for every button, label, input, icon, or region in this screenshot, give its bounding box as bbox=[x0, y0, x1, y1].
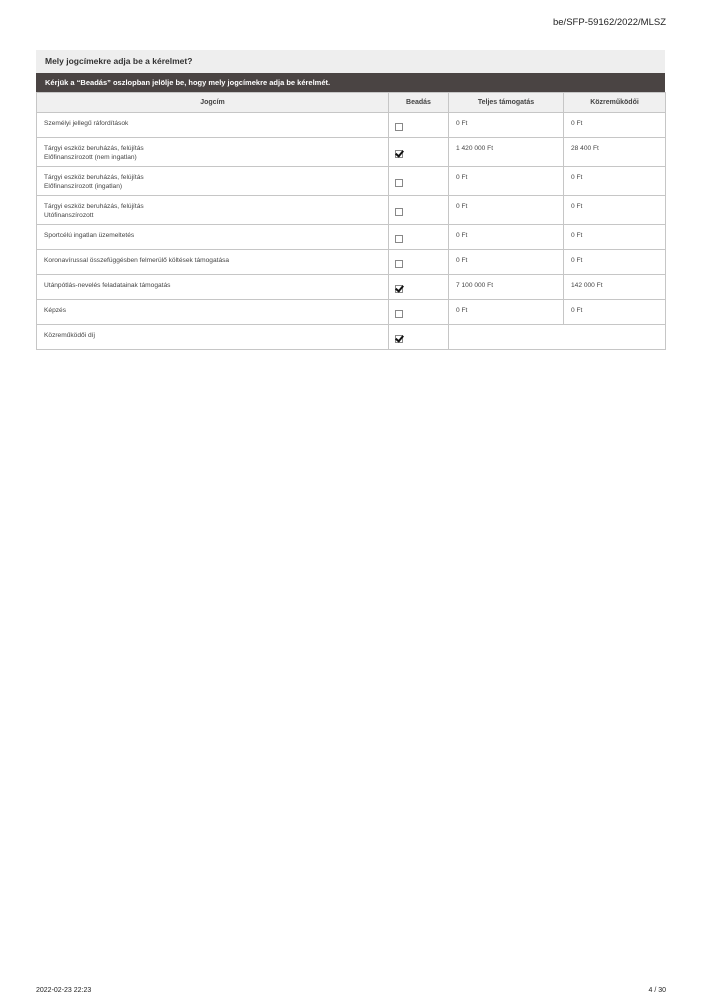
claim-name: Képzés bbox=[37, 300, 389, 325]
col-header-jogcim: Jogcím bbox=[37, 93, 389, 113]
table-row bbox=[37, 138, 666, 167]
col-header-kozremukodoi: Közreműködői bbox=[564, 93, 666, 113]
intermediary-fee: 0 Ft bbox=[564, 225, 666, 250]
table-row bbox=[37, 113, 666, 138]
empty-amount-cell bbox=[449, 325, 666, 350]
table-row bbox=[37, 196, 666, 225]
total-support: 0 Ft bbox=[449, 167, 564, 196]
table-header-row bbox=[37, 93, 666, 113]
total-support: 0 Ft bbox=[449, 196, 564, 225]
claim-name: Koronavírussal összefüggésben felmerülő költések támogatása bbox=[37, 250, 389, 275]
total-support: 0 Ft bbox=[449, 300, 564, 325]
intermediary-fee: 0 Ft bbox=[564, 196, 666, 225]
claim-name: Közreműködői díj bbox=[37, 325, 389, 350]
table-row bbox=[37, 250, 666, 275]
submit-checkbox[interactable] bbox=[395, 208, 403, 216]
intermediary-fee: 0 Ft bbox=[564, 113, 666, 138]
intermediary-fee: 142 000 Ft bbox=[564, 275, 666, 300]
submit-checkbox[interactable] bbox=[395, 260, 403, 268]
section-instruction: Kérjük a “Beadás” oszlopban jelölje be, hogy mely jogcímekre adja be kérelmét. bbox=[36, 73, 665, 92]
claim-name: Tárgyi eszköz beruházás, felújítás Előfinanszírozott (ingatlan) bbox=[37, 167, 389, 196]
submit-checkbox[interactable] bbox=[395, 285, 403, 293]
total-support: 7 100 000 Ft bbox=[449, 275, 564, 300]
claim-types-section bbox=[36, 50, 665, 350]
submit-checkbox[interactable] bbox=[395, 310, 403, 318]
claim-types-table bbox=[36, 92, 666, 350]
total-support: 0 Ft bbox=[449, 113, 564, 138]
total-support: 0 Ft bbox=[449, 225, 564, 250]
claim-name: Utánpótlás-nevelés feladatainak támogatás bbox=[37, 275, 389, 300]
submit-checkbox[interactable] bbox=[395, 150, 403, 158]
submit-checkbox[interactable] bbox=[395, 179, 403, 187]
table-row bbox=[37, 325, 666, 350]
table-row bbox=[37, 167, 666, 196]
document-reference: be/SFP-59162/2022/MLSZ bbox=[552, 17, 666, 28]
submit-checkbox[interactable] bbox=[395, 235, 403, 243]
claim-name: Tárgyi eszköz beruházás, felújítás Előfinanszírozott (nem ingatlan) bbox=[37, 138, 389, 167]
table-row bbox=[37, 300, 666, 325]
footer-page-number: 4 / 30 bbox=[648, 987, 666, 994]
total-support: 0 Ft bbox=[449, 250, 564, 275]
intermediary-fee: 0 Ft bbox=[564, 300, 666, 325]
claim-name: Személyi jellegű ráfordítások bbox=[37, 113, 389, 138]
intermediary-fee: 0 Ft bbox=[564, 167, 666, 196]
footer-timestamp: 2022-02-23 22:23 bbox=[36, 987, 92, 994]
col-header-beadas: Beadás bbox=[389, 93, 449, 113]
claim-name: Sportcélú ingatlan üzemeltetés bbox=[37, 225, 389, 250]
total-support: 1 420 000 Ft bbox=[449, 138, 564, 167]
table-row bbox=[37, 275, 666, 300]
table-row bbox=[37, 225, 666, 250]
claim-name: Tárgyi eszköz beruházás, felújítás Utófinanszírozott bbox=[37, 196, 389, 225]
submit-checkbox[interactable] bbox=[395, 123, 403, 131]
section-question: Mely jogcímekre adja be a kérelmet? bbox=[36, 50, 665, 73]
intermediary-fee: 28 400 Ft bbox=[564, 138, 666, 167]
col-header-teljes-tamogatas: Teljes támogatás bbox=[449, 93, 564, 113]
intermediary-fee: 0 Ft bbox=[564, 250, 666, 275]
submit-checkbox[interactable] bbox=[395, 335, 403, 343]
